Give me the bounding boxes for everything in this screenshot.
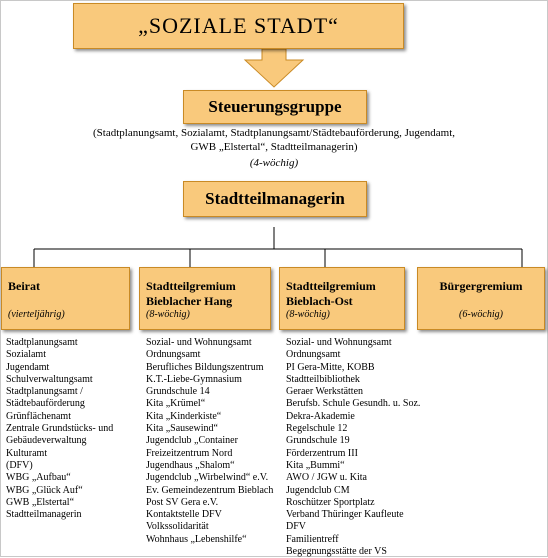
group-name-line2: Bieblacher Hang [146, 294, 233, 308]
member-item: Post SV Gera e.V. [146, 496, 219, 508]
group-name-line1: Stadtteilgremium [286, 279, 376, 293]
steering-frequency: (4-wöchig) [249, 157, 299, 169]
member-item: Städtebauförderung [6, 398, 85, 410]
group-name-line1: Bürgergremium [439, 279, 523, 293]
member-item: Freizeitzentrum Nord [146, 447, 233, 459]
down-arrow [245, 49, 303, 87]
member-item: Jugendclub „Container [146, 435, 238, 447]
group-box-beirat [1, 267, 130, 330]
member-item: Familientreff [286, 533, 339, 545]
member-item: Gebäudeverwaltung [6, 435, 87, 447]
member-item: Sozialamt [6, 349, 46, 361]
steering-members-line2: GWB „Elstertal“, Stadtteilmanagerin) [190, 141, 358, 153]
group-name [418, 279, 544, 294]
member-item: (DFV) [6, 459, 33, 471]
member-item: Grundschule 14 [146, 386, 210, 398]
member-item: Stadtplanungsamt [6, 337, 78, 348]
group-name-line1: Beirat [8, 279, 40, 293]
member-item: Wohnhaus „Lebenshilfe“ [146, 533, 247, 545]
member-list-beirat [6, 337, 113, 521]
member-item: Schulverwaltungsamt [6, 373, 93, 385]
member-item: GWB „Elstertal“ [6, 496, 75, 508]
member-item: Verband Thüringer Kaufleute [286, 509, 404, 521]
member-item: Kulturamt [6, 447, 48, 459]
group-box-bieblacher-hang [139, 267, 271, 330]
member-item: Kita „Sausewind“ [146, 423, 218, 435]
group-name [286, 279, 376, 309]
manager-name: Stadtteilmanagerin [205, 189, 345, 208]
member-item: Jugendhaus „Shalom“ [146, 459, 235, 471]
member-list-bieblach-ost [286, 337, 420, 558]
manager-box [183, 181, 367, 217]
steering-group-name: Steuerungsgruppe [208, 97, 342, 116]
member-item: Sozial- und Wohnungsamt [286, 337, 392, 348]
member-list-bieblacher-hang [146, 337, 273, 546]
member-item: Kontaktstelle DFV [146, 509, 222, 521]
member-item: Jugendclub „Wirbelwind“ e.V. [146, 472, 269, 484]
member-item: Begegnungsstätte der VS [286, 546, 387, 558]
member-item: Berufsb. Schule Gesundh. u. Soz. [286, 398, 421, 410]
group-frequency: (8-wöchig) [146, 309, 190, 320]
member-item: Kita „Krümel“ [146, 398, 206, 410]
member-item: K.T.-Liebe-Gymnasium [146, 373, 242, 385]
member-item: Kita „Kinderkiste“ [146, 410, 222, 422]
member-item: Geraer Werkstätten [286, 386, 364, 398]
member-item: Grünflächenamt [6, 410, 71, 422]
member-item: WBG „Aufbau“ [6, 472, 71, 484]
group-frequency: (6-wöchig) [459, 309, 503, 320]
title-box [73, 3, 404, 49]
member-item: Förderzentrum III [286, 447, 358, 459]
group-name-line1: Stadtteilgremium [146, 279, 236, 293]
member-item: WBG „Glück Auf“ [6, 484, 83, 496]
member-item: Stadtteilmanagerin [6, 509, 82, 521]
member-item: Jugendamt [6, 361, 50, 373]
group-name-line2: Bieblach-Ost [286, 294, 353, 308]
member-item: Stadtplanungsamt / [6, 386, 83, 398]
member-item: PI Gera-Mitte, KOBB [286, 361, 375, 373]
member-item: Ordnungsamt [146, 349, 201, 361]
group-frequency: (8-wöchig) [286, 309, 330, 320]
member-item: Dekra-Akademie [286, 410, 355, 422]
member-item: DFV [286, 521, 307, 533]
group-box-buergergremium [417, 267, 545, 330]
member-item: Ev. Gemeindezentrum Bieblach [146, 484, 274, 496]
title-text: „SOZIALE STADT“ [138, 13, 339, 38]
member-item: Volkssolidarität [146, 521, 209, 533]
member-item: AWO / JGW u. Kita [286, 472, 367, 484]
steering-group-box [183, 90, 367, 124]
member-item: Ordnungsamt [286, 349, 341, 361]
group-frequency: (vierteljährig) [8, 309, 65, 320]
member-item: Grundschule 19 [286, 435, 350, 447]
group-box-bieblach-ost [279, 267, 405, 330]
member-item: Jugendclub CM [286, 484, 350, 496]
member-item: Stadtteilbibliothek [286, 373, 360, 385]
member-item: Sozial- und Wohnungsamt [146, 337, 252, 348]
group-name [146, 279, 236, 309]
group-name [8, 279, 40, 294]
member-item: Roschützer Sportplatz [286, 496, 375, 508]
member-item: Kita „Bummi“ [286, 459, 345, 471]
member-item: Regelschule 12 [286, 423, 348, 435]
member-item: Zentrale Grundstücks- und [6, 423, 114, 435]
member-item: Berufliches Bildungszentrum [146, 361, 264, 373]
steering-members-line1: (Stadtplanungsamt, Sozialamt, Stadtplanungsamt/Städtebauförderung, Jugendamt, [92, 127, 456, 139]
